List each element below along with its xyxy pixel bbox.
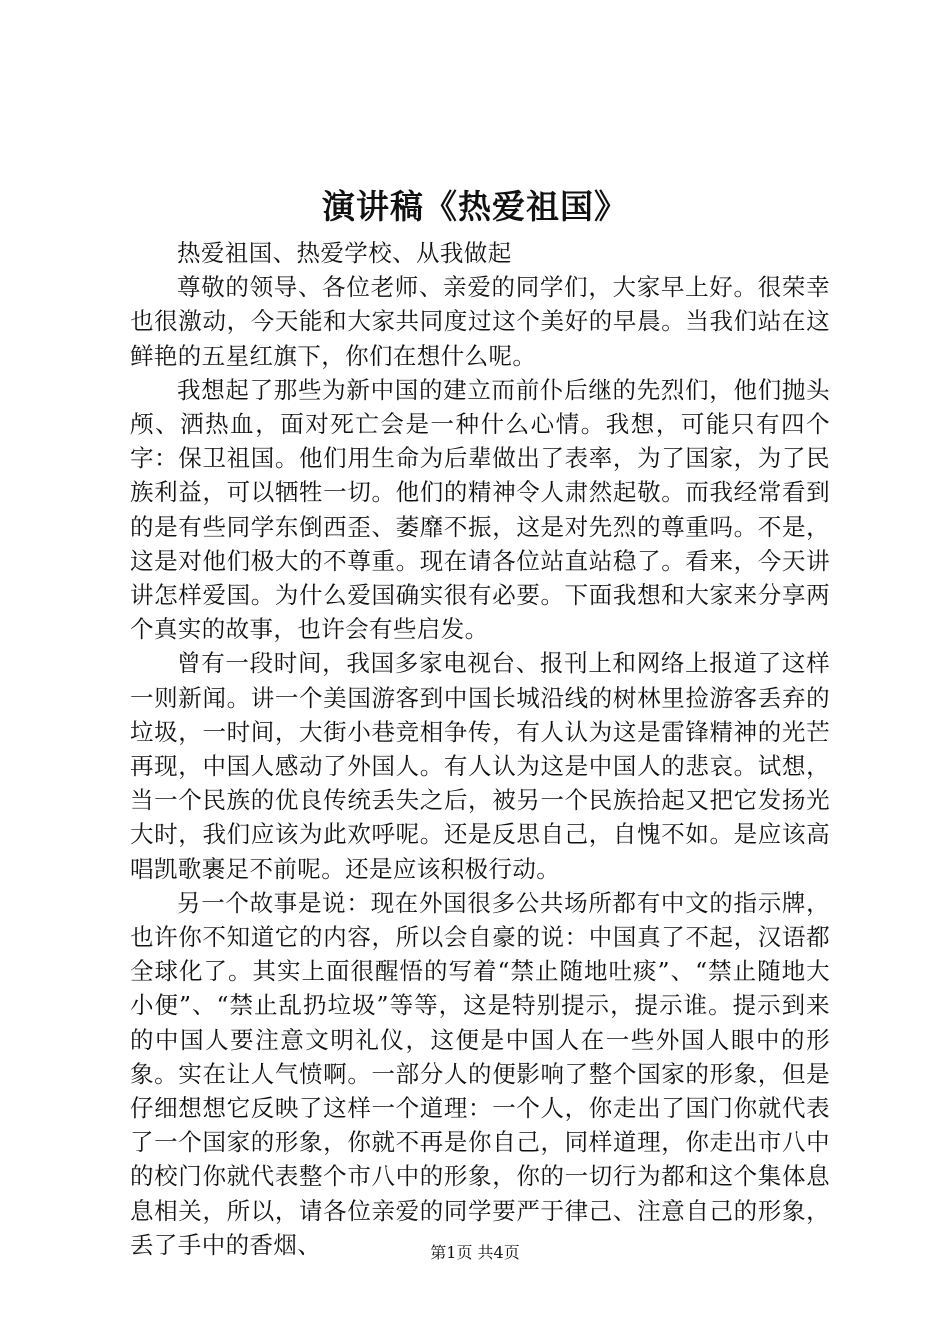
- greeting-paragraph: 尊敬的领导、各位老师、亲爱的同学们，大家早上好。很荣幸也很激动，今天能和大家共同度过这个美好的早晨。当我们站在这鲜艳的五星红旗下，你们在想什么呢。: [130, 273, 830, 370]
- document-title: 演讲稿《热爱祖国》: [322, 187, 628, 226]
- body-paragraph-story-one: 曾有一段时间，我国多家电视台、报刊上和网络上报道了这样一则新闻。讲一个美国游客到中国长城沿线的树林里捡游客丢弃的垃圾，一时间，大街小巷竞相争传，有人认为这是雷锋精神的光芒再现，中国人感动了外国人。有人认为这是中国人的悲哀。试想，当一个民族的优良传统丢失之后，被另一个民族拾起又把它发扬光大时，我们应该为此欢呼呢。还是反思自己，自愧不如。是应该高唱凯歌裹足不前呢。还是应该积极行动。: [130, 649, 830, 883]
- page-number-footer: 第1页 共4页: [430, 1243, 520, 1262]
- subtitle-paragraph: 热爱祖国、热爱学校、从我做起: [177, 239, 512, 267]
- body-paragraph-story-two: 另一个故事是说：现在外国很多公共场所都有中文的指示牌，也许你不知道它的内容，所以会自豪的说：中国真了不起，汉语都全球化了。其实上面很醒悟的写着“禁止随地吐痰”、“禁止随地大小便”、“禁止乱扔垃圾”等等，这是特别提示，提示谁。提示到来的中国人要注意文明礼仪，这便是中国人在一些外国人眼中的形象。实在让人气愤啊。一部分人的便影响了整个国家的形象，但是仔细想想它反映了这样一个道理：一个人，你走出了国门你就代表了一个国家的形象，你就不再是你自己，同样道理，你走出市八中的校门你就代表整个市八中的形象，你的一切行为都和这个集体息息相关，所以，请各位亲爱的同学要严于律己、注意自己的形象，丢了手中的香烟、: [130, 888, 830, 1259]
- body-paragraph-martyrs: 我想起了那些为新中国的建立而前仆后继的先烈们，他们抛头颅、洒热血，面对死亡会是一种什么心情。我想，可能只有四个字：保卫祖国。他们用生命为后辈做出了表率，为了国家，为了民族利益，可以牺牲一切。他们的精神令人肃然起敬。而我经常看到的是有些同学东倒西歪、萎靡不振，这是对先烈的尊重吗。不是，这是对他们极大的不尊重。现在请各位站直站稳了。看来，今天讲讲怎样爱国。为什么爱国确实很有必要。下面我想和大家来分享两个真实的故事，也许会有些启发。: [130, 375, 830, 644]
- document-body: [130, 236, 830, 1262]
